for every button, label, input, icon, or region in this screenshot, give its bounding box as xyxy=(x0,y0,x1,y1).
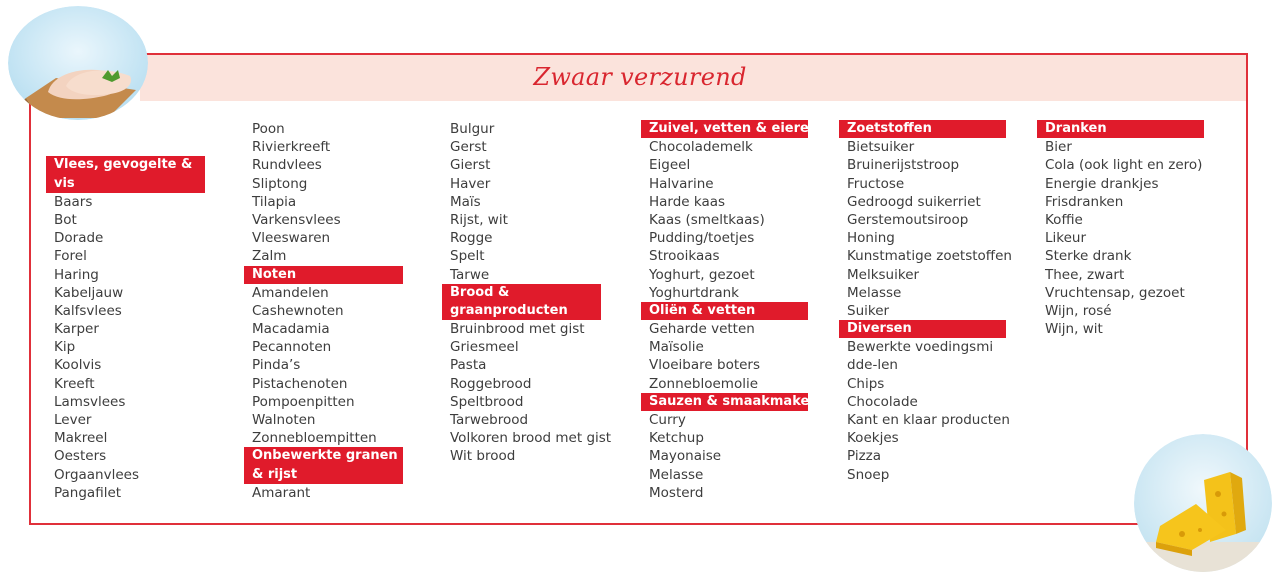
section-header-dranken: Dranken xyxy=(1037,120,1204,138)
list-item: Walnoten xyxy=(252,412,316,428)
list-item: Ketchup xyxy=(649,430,704,447)
section-header-vlees: Vlees, gevogelte & vis xyxy=(46,156,205,192)
list-item: Poon xyxy=(252,121,285,137)
section-header-sauzen: Sauzen & smaakmakers xyxy=(641,393,808,411)
column-dairy-oils-sauces xyxy=(641,120,824,502)
list-item: Amarant xyxy=(252,484,311,501)
list-item: Rijst, wit xyxy=(450,211,508,228)
list-item: Karper xyxy=(54,321,99,338)
list-item: Amandelen xyxy=(252,284,329,301)
list-item: Varkensvlees xyxy=(252,211,341,228)
list-item: Zonnebloemolie xyxy=(649,375,759,392)
list-item: Macadamia xyxy=(252,321,330,338)
section-header-olien: Oliën & vetten xyxy=(641,302,808,320)
list-item: Pasta xyxy=(450,357,487,374)
list-item: Tarwebrood xyxy=(450,412,529,429)
list-item: Bewerkte voedingsmidde-len xyxy=(847,339,994,374)
list-item: Kant en klaar producten xyxy=(847,412,1010,429)
list-item: Maïs xyxy=(450,193,481,210)
list-item: Harde kaas xyxy=(649,193,726,210)
list-item: Kabeljauw xyxy=(54,284,124,301)
list-item: Vloeibare boters xyxy=(649,357,761,374)
list-item: Pompoenpitten xyxy=(252,393,355,410)
list-item: Kalfsvlees xyxy=(54,302,122,319)
column-meat-nuts-grains xyxy=(244,120,414,502)
list-item: Pinda’s xyxy=(252,357,301,374)
section-header-granen: Onbewerkte granen & rijst xyxy=(244,447,403,483)
list-item: Chocolade xyxy=(847,393,918,410)
column-grains-bread xyxy=(442,120,612,466)
list-item: Spelt xyxy=(450,248,485,265)
list-item: Haver xyxy=(450,175,491,192)
list-item: Strooikaas xyxy=(649,248,720,265)
list-item: Chocolademelk xyxy=(649,139,753,156)
list-item: Kaas (smeltkaas) xyxy=(649,211,765,228)
list-item: Snoep xyxy=(847,466,890,483)
list-item: Bier xyxy=(1045,139,1072,156)
list-item: Kunstmatige zoetstoffen xyxy=(847,248,1012,265)
list-item: Pistachenoten xyxy=(252,375,348,392)
list-item: Zonnebloempitten xyxy=(252,430,377,447)
list-item: Kreeft xyxy=(54,375,95,392)
list-item: Pizza xyxy=(847,448,882,465)
list-item: Lever xyxy=(54,412,92,429)
list-item: Wijn, rosé xyxy=(1045,302,1112,319)
list-item: Koolvis xyxy=(54,357,102,374)
list-item: Rundvlees xyxy=(252,157,322,174)
list-item: Koffie xyxy=(1045,211,1083,228)
list-item: Bruinbrood met gist xyxy=(450,321,585,338)
list-item: Gerst xyxy=(450,139,487,156)
cheese-image xyxy=(1134,434,1272,572)
chicken-breast-image xyxy=(8,6,148,120)
section-header-brood: Brood & graanproducten xyxy=(442,284,601,320)
list-item: Melksuiker xyxy=(847,266,920,283)
list-item: Baars xyxy=(54,193,93,210)
list-item: Mayonaise xyxy=(649,448,722,465)
list-item: Roggebrood xyxy=(450,375,532,392)
list-item: Gerstemoutsiroop xyxy=(847,211,969,228)
list-item: Cashewnoten xyxy=(252,302,344,319)
section-header-noten: Noten xyxy=(244,266,403,284)
list-item: Dorade xyxy=(54,230,104,247)
list-item: Gedroogd suikerriet xyxy=(847,193,981,210)
list-item: Gierst xyxy=(450,157,491,174)
list-item: Zalm xyxy=(252,248,287,265)
list-item: Likeur xyxy=(1045,230,1087,247)
list-item: Cola (ook light en zero) xyxy=(1045,157,1203,174)
list-item: Sterke drank xyxy=(1045,248,1132,265)
list-item: Oesters xyxy=(54,448,107,465)
list-item: Mosterd xyxy=(649,484,704,501)
list-item: Speltbrood xyxy=(450,393,524,410)
list-item: Halvarine xyxy=(649,175,714,192)
list-item: Yoghurt, gezoet xyxy=(649,266,755,283)
section-header-diversen: Diversen xyxy=(839,320,1006,338)
list-item: Koekjes xyxy=(847,430,899,447)
list-item: Griesmeel xyxy=(450,339,519,356)
list-item: Maïsolie xyxy=(649,339,704,356)
list-item: Kip xyxy=(54,339,76,356)
list-item: Bulgur xyxy=(450,121,495,137)
list-item: Chips xyxy=(847,375,885,392)
list-item: Tilapia xyxy=(252,193,297,210)
column-meat-fish xyxy=(46,120,216,502)
section-header-zoetstoffen: Zoetstoffen xyxy=(839,120,1006,138)
list-item: Volkoren brood met gist xyxy=(450,430,612,447)
list-item: Rivierkreeft xyxy=(252,139,331,156)
list-item: Eigeel xyxy=(649,157,691,174)
list-item: Honing xyxy=(847,230,895,247)
list-item: Rogge xyxy=(450,230,493,247)
list-item: Wit brood xyxy=(450,448,516,465)
list-item: Haring xyxy=(54,266,99,283)
list-item: Energie drankjes xyxy=(1045,175,1159,192)
list-item: Bot xyxy=(54,211,77,228)
list-item: Orgaanvlees xyxy=(54,466,139,483)
section-header-zuivel: Zuivel, vetten & eieren xyxy=(641,120,808,138)
list-item: Makreel xyxy=(54,430,108,447)
list-item: Melasse xyxy=(847,284,902,301)
list-item: Sliptong xyxy=(252,175,308,192)
list-item: Geharde vetten xyxy=(649,321,755,338)
list-item: Vruchtensap, gezoet xyxy=(1045,284,1185,301)
page-title: Zwaar verzurend xyxy=(533,63,747,91)
list-item: Lamsvlees xyxy=(54,393,126,410)
list-item: Wijn, wit xyxy=(1045,321,1103,338)
list-item: Melasse xyxy=(649,466,704,483)
list-item: Bietsuiker xyxy=(847,139,915,156)
list-item: Curry xyxy=(649,412,686,428)
list-item: Bruinerijststroop xyxy=(847,157,960,174)
list-item: Vleeswaren xyxy=(252,230,331,247)
list-item: Pudding/toetjes xyxy=(649,230,755,247)
list-item: Fructose xyxy=(847,175,905,192)
list-item: Thee, zwart xyxy=(1045,266,1125,283)
list-item: Tarwe xyxy=(450,266,490,283)
list-item: Pecannoten xyxy=(252,339,332,356)
column-sweeteners-misc xyxy=(839,120,1019,484)
column-drinks xyxy=(1037,120,1207,338)
list-item: Forel xyxy=(54,248,87,265)
list-item: Pangafilet xyxy=(54,484,122,501)
list-item: Suiker xyxy=(847,302,890,319)
list-item: Yoghurtdrank xyxy=(649,284,740,301)
list-item: Frisdranken xyxy=(1045,193,1124,210)
